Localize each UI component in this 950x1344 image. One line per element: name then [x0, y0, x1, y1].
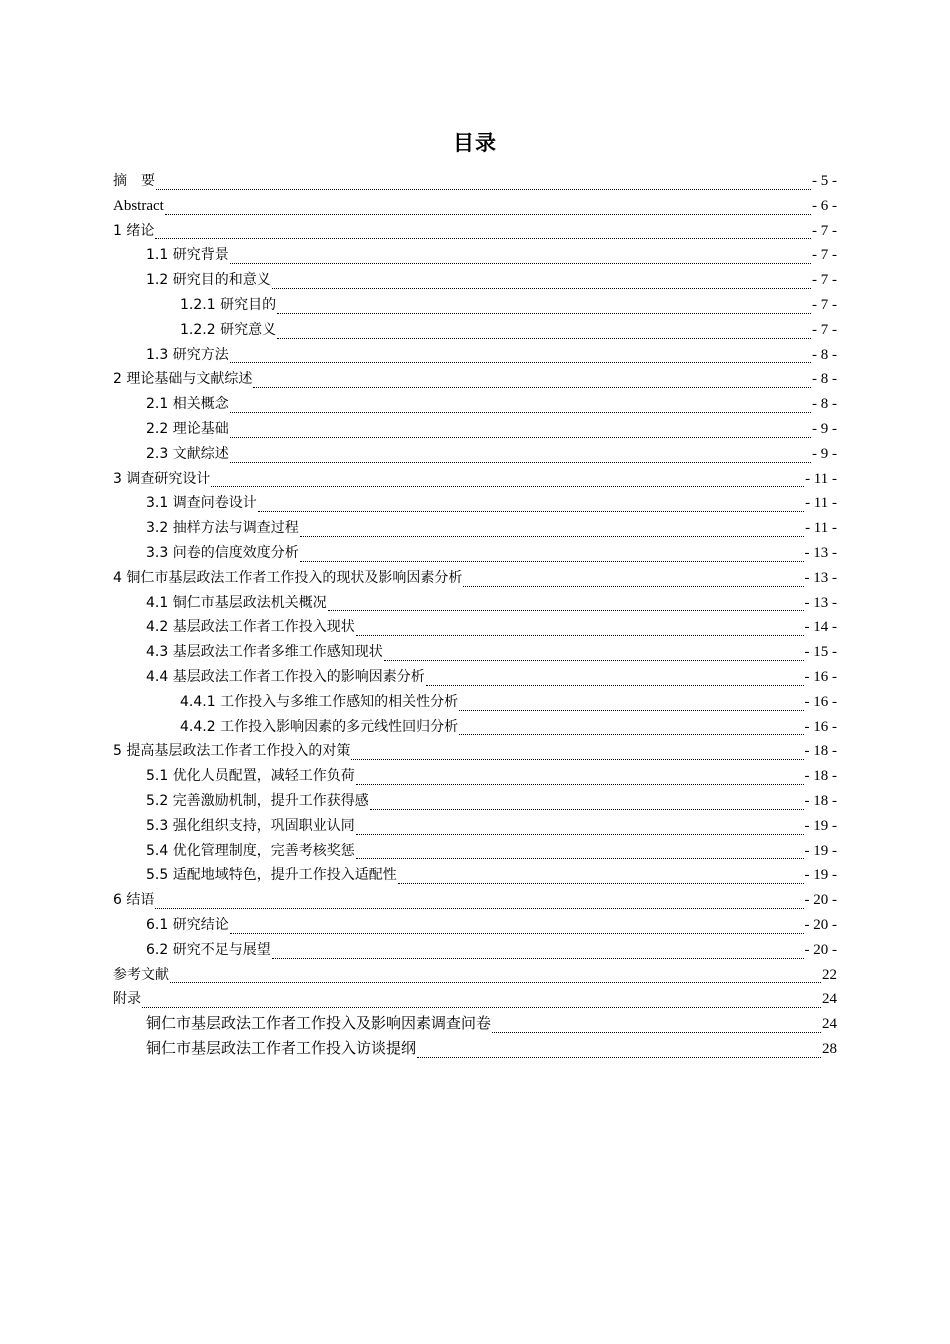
toc-entry-label: 4.3 基层政法工作者多维工作感知现状 [146, 644, 383, 661]
toc-dot-leader [398, 869, 804, 884]
toc-entry-page-number: - 13 - [804, 594, 837, 611]
toc-entry-page-number: - 7 - [812, 296, 837, 313]
toc-dot-leader [356, 770, 804, 785]
toc-entry-label: 1.2 研究目的和意义 [146, 272, 271, 289]
toc-entry[interactable] [113, 268, 837, 293]
toc-entry[interactable] [113, 888, 837, 913]
toc-entry-page-number: - 8 - [812, 371, 837, 388]
toc-entry[interactable] [113, 591, 837, 616]
toc-entry[interactable] [113, 367, 837, 392]
toc-entry-label: 1.2.2 研究意义 [180, 321, 277, 338]
toc-entry[interactable] [113, 690, 837, 715]
toc-entry-page-number: - 16 - [804, 718, 837, 735]
toc-entry-label: Abstract [113, 197, 164, 214]
toc-dot-leader [272, 274, 811, 289]
toc-entry[interactable] [113, 516, 837, 541]
toc-entry-page-number: 24 [822, 991, 837, 1008]
toc-entry-label: 5.1 优化人员配置，减轻工作负荷 [146, 768, 355, 785]
toc-entry[interactable] [113, 640, 837, 665]
toc-entry-page-number: - 18 - [804, 768, 837, 785]
toc-entry[interactable] [113, 293, 837, 318]
toc-entry[interactable] [113, 863, 837, 888]
toc-entry-page-number: - 19 - [804, 842, 837, 859]
toc-entry-page-number: - 11 - [805, 520, 837, 537]
toc-entry-page-number: - 6 - [812, 197, 837, 214]
toc-entry-label: 4.2 基层政法工作者工作投入现状 [146, 619, 355, 636]
toc-entry-label: 3 调查研究设计 [113, 470, 211, 487]
toc-entry-label: 3.1 调查问卷设计 [146, 495, 257, 512]
toc-entry-page-number: - 8 - [812, 346, 837, 363]
toc-entry-label: 5.2 完善激励机制，提升工作获得感 [146, 792, 369, 809]
toc-entry-page-number: - 18 - [804, 743, 837, 760]
toc-entry-page-number: - 16 - [804, 668, 837, 685]
toc-entry[interactable] [113, 839, 837, 864]
toc-dot-leader [155, 224, 811, 239]
toc-dot-leader [165, 200, 811, 215]
toc-entry-label: 铜仁市基层政法工作者工作投入及影响因素调查问卷 [146, 1016, 492, 1033]
toc-dot-leader [230, 348, 811, 363]
toc-entry[interactable] [113, 963, 837, 988]
toc-dot-leader [351, 745, 803, 760]
toc-entry[interactable] [113, 169, 837, 194]
toc-entry-page-number: 24 [822, 1016, 837, 1033]
toc-entry-page-number: - 9 - [812, 420, 837, 437]
toc-entry-label: 6.1 研究结论 [146, 916, 229, 933]
toc-entry[interactable] [113, 987, 837, 1012]
toc-dot-leader [384, 646, 804, 661]
toc-entry-page-number: - 9 - [812, 445, 837, 462]
toc-entry-label: 4 铜仁市基层政法工作者工作投入的现状及影响因素分析 [113, 569, 463, 586]
toc-entry-page-number: - 7 - [812, 321, 837, 338]
toc-entry-label: 2 理论基础与文献综述 [113, 371, 253, 388]
toc-entry-page-number: 22 [822, 966, 837, 983]
toc-dot-leader [426, 671, 804, 686]
toc-entry-page-number: - 20 - [804, 941, 837, 958]
toc-entry-page-number: - 5 - [812, 173, 837, 189]
toc-entry[interactable] [113, 417, 837, 442]
toc-dot-leader [230, 919, 804, 934]
toc-entry-page-number: - 20 - [804, 892, 837, 909]
toc-dot-leader [277, 324, 811, 339]
toc-dot-leader [155, 894, 803, 909]
toc-entry[interactable] [113, 243, 837, 268]
toc-dot-leader [463, 572, 803, 587]
toc-entry-page-number: - 11 - [805, 495, 837, 512]
toc-entry[interactable] [113, 764, 837, 789]
toc-list [113, 169, 837, 1062]
toc-entry-label: 3.3 问卷的信度效度分析 [146, 544, 299, 561]
toc-entry-page-number: - 18 - [804, 792, 837, 809]
toc-entry[interactable] [113, 715, 837, 740]
toc-entry-label: 摘 要 [113, 173, 155, 189]
toc-entry-page-number: - 19 - [804, 817, 837, 834]
toc-entry[interactable] [113, 343, 837, 368]
toc-entry[interactable] [113, 938, 837, 963]
toc-entry[interactable] [113, 392, 837, 417]
toc-entry[interactable] [113, 541, 837, 566]
toc-dot-leader [230, 249, 811, 264]
toc-entry-label: 4.1 铜仁市基层政法机关概况 [146, 594, 327, 611]
toc-dot-leader [459, 720, 803, 735]
toc-entry-label: 5.3 强化组织支持，巩固职业认同 [146, 817, 355, 834]
toc-entry-label: 5.5 适配地域特色，提升工作投入适配性 [146, 867, 397, 884]
toc-entry-page-number: - 7 - [812, 247, 837, 264]
toc-entry-label: 5 提高基层政法工作者工作投入的对策 [113, 743, 351, 760]
toc-entry-page-number: 28 [822, 1040, 837, 1057]
toc-entry-label: 2.3 文献综述 [146, 445, 229, 462]
toc-dot-leader [459, 696, 803, 711]
toc-entry-label: 1 绪论 [113, 222, 155, 239]
toc-dot-leader [170, 968, 821, 983]
toc-dot-leader [156, 175, 811, 190]
toc-dot-leader [211, 472, 804, 487]
toc-entry-page-number: - 20 - [804, 916, 837, 933]
toc-dot-leader [272, 944, 804, 959]
toc-entry-page-number: - 14 - [804, 619, 837, 636]
toc-entry-label: 参考文献 [113, 966, 169, 983]
toc-entry-label: 4.4 基层政法工作者工作投入的影响因素分析 [146, 668, 425, 685]
toc-entry[interactable] [113, 665, 837, 690]
toc-dot-leader [356, 820, 804, 835]
toc-entry-label: 2.2 理论基础 [146, 420, 229, 437]
toc-entry[interactable] [113, 1037, 837, 1062]
toc-dot-leader [230, 423, 811, 438]
toc-entry[interactable] [113, 615, 837, 640]
toc-entry-page-number: - 16 - [804, 693, 837, 710]
toc-entry-label: 1.2.1 研究目的 [180, 296, 277, 313]
toc-dot-leader [253, 373, 811, 388]
toc-entry-page-number: - 19 - [804, 867, 837, 884]
toc-entry[interactable] [113, 194, 837, 219]
toc-entry-label: 4.4.1 工作投入与多维工作感知的相关性分析 [180, 693, 459, 710]
toc-entry[interactable] [113, 1012, 837, 1037]
toc-entry-label: 附录 [113, 991, 141, 1008]
toc-entry[interactable] [113, 219, 837, 244]
toc-entry-label: 铜仁市基层政法工作者工作投入访谈提纲 [146, 1040, 417, 1057]
toc-entry[interactable] [113, 442, 837, 467]
toc-entry[interactable] [113, 739, 837, 764]
toc-entry-label: 2.1 相关概念 [146, 396, 229, 413]
toc-entry[interactable] [113, 814, 837, 839]
toc-entry-page-number: - 7 - [812, 222, 837, 239]
toc-entry-page-number: - 15 - [804, 644, 837, 661]
toc-entry[interactable] [113, 566, 837, 591]
toc-dot-leader [356, 844, 804, 859]
toc-dot-leader [492, 1018, 821, 1033]
toc-entry[interactable] [113, 318, 837, 343]
toc-entry-page-number: - 13 - [804, 544, 837, 561]
toc-entry[interactable] [113, 467, 837, 492]
toc-entry[interactable] [113, 913, 837, 938]
toc-entry-label: 4.4.2 工作投入影响因素的多元线性回归分析 [180, 718, 459, 735]
toc-title: 目录 [453, 131, 497, 155]
toc-dot-leader [328, 596, 804, 611]
toc-entry-page-number: - 13 - [804, 569, 837, 586]
toc-entry[interactable] [113, 491, 837, 516]
toc-entry-label: 1.1 研究背景 [146, 247, 229, 264]
toc-entry-page-number: - 7 - [812, 272, 837, 289]
toc-dot-leader [277, 299, 811, 314]
toc-entry-label: 3.2 抽样方法与调查过程 [146, 520, 299, 537]
toc-dot-leader [300, 522, 804, 537]
toc-dot-leader [356, 621, 804, 636]
toc-dot-leader [142, 993, 821, 1008]
toc-dot-leader [370, 795, 804, 810]
toc-dot-leader [258, 497, 804, 512]
toc-dot-leader [417, 1043, 821, 1058]
toc-entry-page-number: - 11 - [805, 470, 837, 487]
toc-entry-label: 1.3 研究方法 [146, 346, 229, 363]
toc-entry-label: 6 结语 [113, 892, 155, 909]
toc-entry-label: 5.4 优化管理制度，完善考核奖惩 [146, 842, 355, 859]
toc-entry-page-number: - 8 - [812, 396, 837, 413]
toc-dot-leader [300, 547, 804, 562]
toc-dot-leader [230, 398, 811, 413]
toc-entry-label: 6.2 研究不足与展望 [146, 941, 271, 958]
toc-dot-leader [230, 448, 811, 463]
toc-entry[interactable] [113, 789, 837, 814]
